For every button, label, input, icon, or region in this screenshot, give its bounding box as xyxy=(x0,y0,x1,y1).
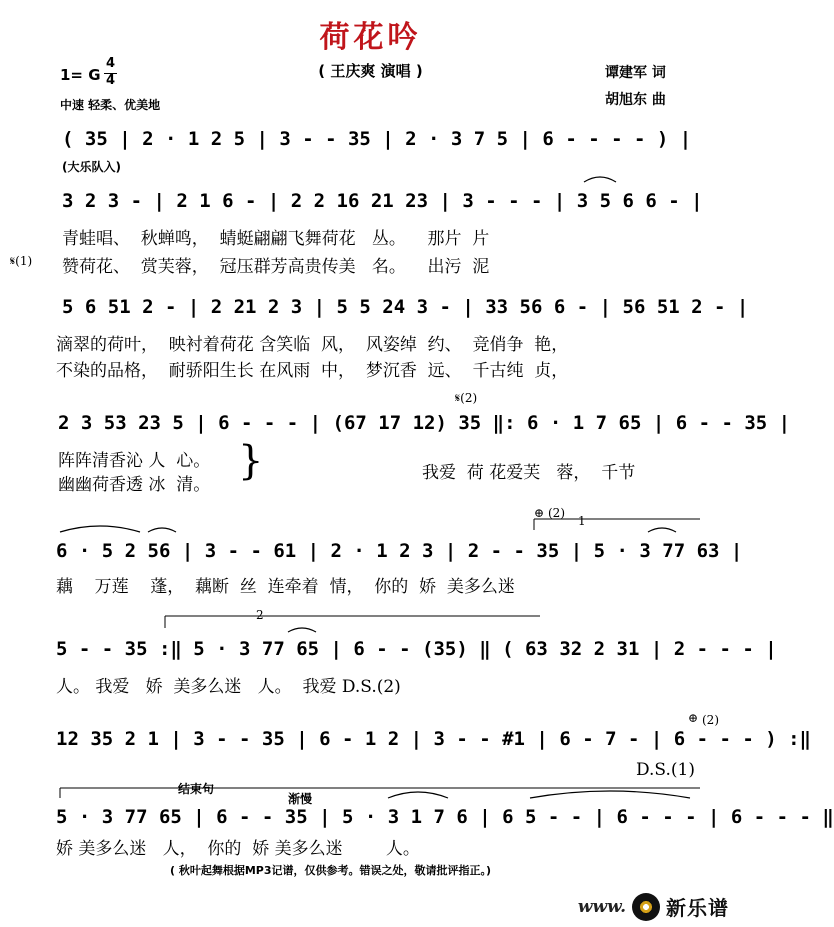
score-row-3: 5 6 51 2 - | 2 21 2 3 | 5 5 24 3 - | 33 56 6 - | 56 51 2 - | xyxy=(62,296,749,318)
verse-brace: } xyxy=(238,438,264,484)
singer-credit: ( 王庆爽 演唱 ) xyxy=(318,62,423,80)
ending-label: 结束句 xyxy=(178,782,215,796)
coda-2-icon: ⊕ xyxy=(534,506,545,520)
score-row-1: ( 35 | 2 · 1 2 5 | 3 - - 35 | 2 · 3 7 5 | 6 - - - - ) | xyxy=(62,128,692,150)
slur-mark xyxy=(288,628,316,632)
lyric-row-6: 人。 我爱 娇 美多么迷 人。 我爱 D.S.(2) xyxy=(56,677,401,697)
slur-mark xyxy=(388,792,448,798)
volta-2-label: 2 xyxy=(256,608,264,622)
lyric-row-2-verse-1: 青蛙唱、 秋蝉鸣， 蜻蜓翩翩飞舞荷花 丛。 那片 片 xyxy=(62,229,490,249)
composer-credit: 胡旭东 曲 xyxy=(605,92,666,108)
key-signature: 1= G xyxy=(60,66,101,84)
footnote: ( 秋叶起舞根据MP3记谱，仅供参考。错误之处，敬请批评指正。) xyxy=(170,864,492,877)
lyric-row-8: 娇 美多么迷 人， 你的 娇 美多么迷 人。 xyxy=(56,839,420,859)
score-row-5: 6 · 5 2 56 | 3 - - 61 | 2 · 1 2 3 | 2 - - 35 | 5 · 3 77 63 | xyxy=(56,540,743,562)
time-signature-top: 4 xyxy=(106,56,116,71)
slur-mark xyxy=(148,528,176,532)
coda-2-label: (2) xyxy=(548,506,565,520)
segno-2-icon: 𝄋(2) xyxy=(455,391,478,405)
lyric-row-2-verse-2: 赞荷花、 赏芙蓉， 冠压群芳高贵传美 名。 出污 泥 xyxy=(62,257,490,277)
slur-mark xyxy=(584,177,616,182)
score-row-8: 5 · 3 77 65 | 6 - - 35 | 5 · 3 1 7 6 | 6 5 - - | 6 - - - | 6 - - - ‖ xyxy=(56,806,834,828)
lyricist-credit: 谭建军 词 xyxy=(605,65,666,81)
logo-name: 新乐谱 xyxy=(666,896,729,920)
lyric-row-4-verse-1: 阵阵清香沁 人 心。 xyxy=(58,451,211,471)
ds-1-marking: D.S.(1) xyxy=(636,760,695,780)
lyric-row-4-chorus: 我爱 荷 花爱芙 蓉， 千节 xyxy=(422,463,636,483)
song-title: 荷花吟 xyxy=(319,20,422,55)
slur-mark xyxy=(648,528,676,532)
score-row-2: 3 2 3 - | 2 1 6 - | 2 2 16 21 23 | 3 - - - | 3 5 6 6 - | xyxy=(62,190,703,212)
coda-2b-icon: ⊕ xyxy=(688,711,699,725)
score-row-4: 2 3 53 23 5 | 6 - - - | (67 17 12) 35 ‖: 6 · 1 7 65 | 6 - - 35 | xyxy=(58,412,791,434)
logo-url: www. xyxy=(577,896,626,917)
band-entry-note: (大乐队入) xyxy=(62,160,121,174)
slur-mark xyxy=(60,526,140,532)
ritardando-label: 渐慢 xyxy=(288,792,313,806)
coda-2b-label: (2) xyxy=(702,713,719,727)
slur-mark xyxy=(530,791,690,798)
score-row-6: 5 - - 35 :‖ 5 · 3 77 65 | 6 - - (35) ‖ ( 63 32 2 31 | 2 - - - | xyxy=(56,638,777,660)
volta-1-label: 1 xyxy=(578,514,586,528)
lyric-row-3-verse-2: 不染的品格， 耐骄阳生长 在风雨 中， 梦沉香 远、 千古纯 贞， xyxy=(56,361,569,381)
time-signature-bottom: 4 xyxy=(106,73,116,88)
lyric-row-5: 藕 万莲 蓬， 藕断 丝 连牵着 情， 你的 娇 美多么迷 xyxy=(56,577,515,597)
tempo-marking: 中速 轻柔、优美地 xyxy=(60,98,161,112)
lyric-row-4-verse-2: 幽幽荷香透 冰 清。 xyxy=(58,475,211,495)
segno-1-icon: 𝄋(1) xyxy=(10,254,33,268)
score-row-7: 12 35 2 1 | 3 - - 35 | 6 - 1 2 | 3 - - #1 | 6 - 7 - | 6 - - - ) :‖ xyxy=(56,728,811,750)
lyric-row-3-verse-1: 滴翠的荷叶， 映衬着荷花 含笑临 风， 风姿绰 约、 竞俏争 艳， xyxy=(56,335,569,355)
